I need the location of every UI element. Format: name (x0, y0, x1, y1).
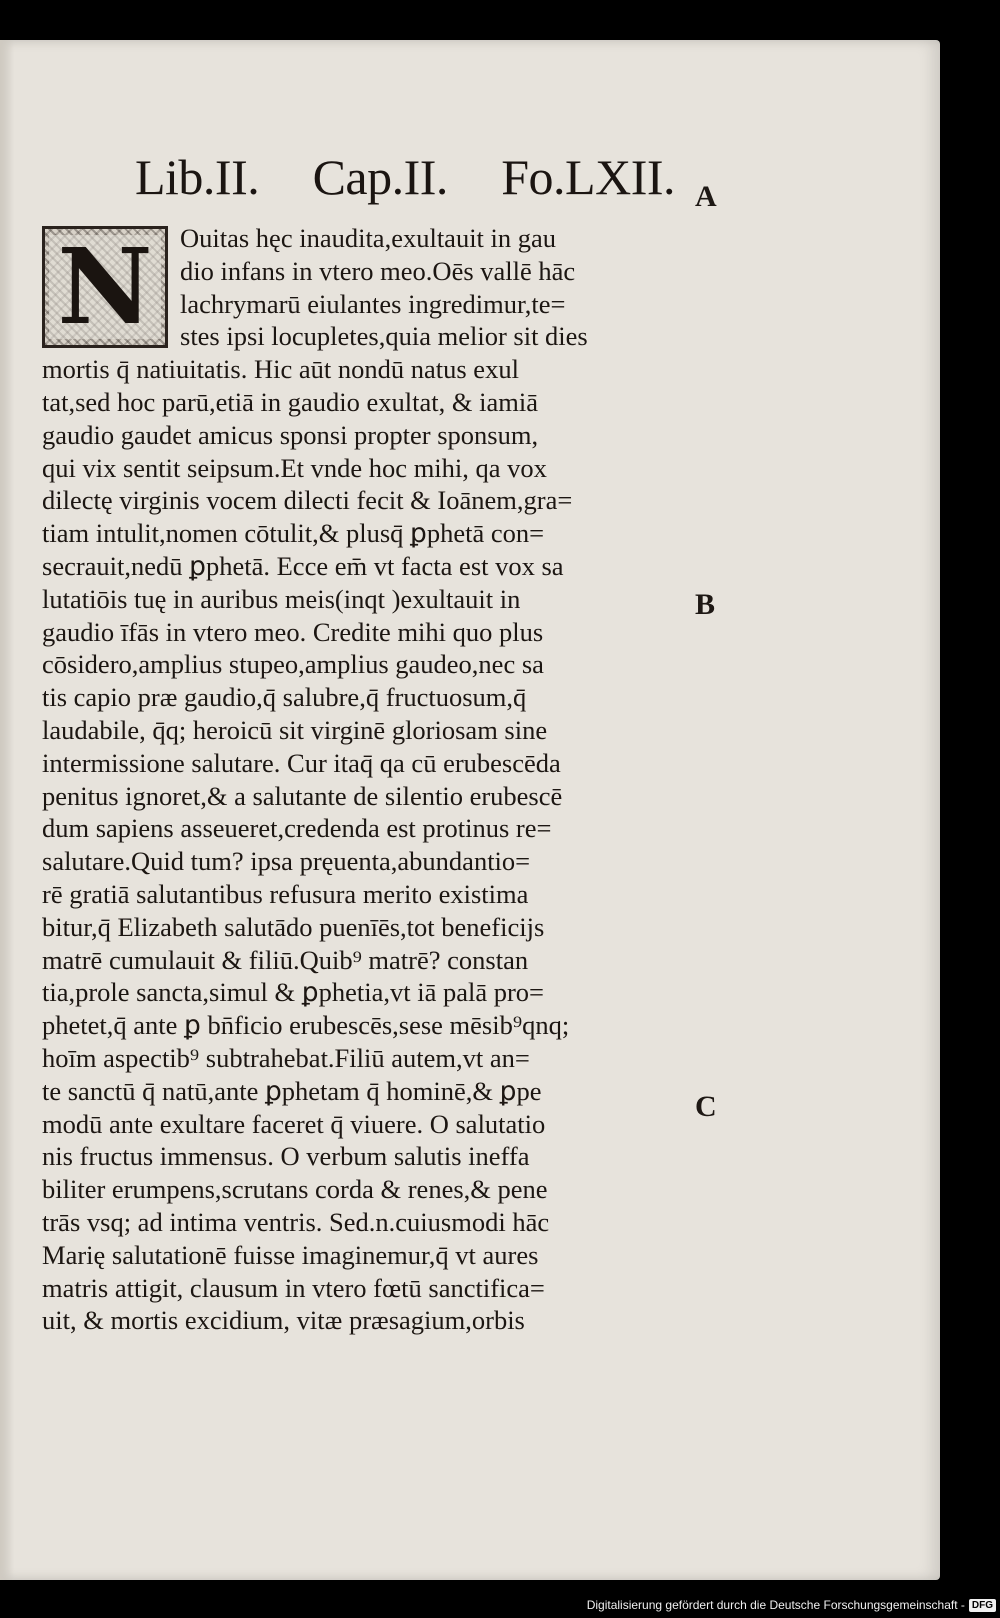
text-line: rē gratiā salutantibus refusura merito existima (42, 878, 529, 909)
text-line: mortis q̄ natiuitatis. Hic aūt nondū natus exul (42, 354, 519, 385)
text-line: nis fructus immensus. O verbum salutis ineffa (42, 1141, 530, 1172)
text-line: laudabile, q̄q; heroicū sit virginē gloriosam sine (42, 714, 548, 745)
text-line: tis capio præ gaudio,q̄ salubre,q̄ fructuosum,q̄ (42, 682, 527, 713)
dfg-logo: DFG (969, 1599, 996, 1612)
text-line: matris attigit, clausum in vtero fœtū sanctifica= (42, 1272, 545, 1303)
digitization-credit (587, 1595, 996, 1615)
text-line: bitur,q̄ Elizabeth salutādo puenīēs,tot beneficijs (42, 911, 545, 942)
initial-letter: N (49, 235, 160, 339)
text-line: tat,sed hoc parū,etiā in gaudio exultat, & iamiā (42, 386, 538, 417)
header-book: Lib.II. (135, 149, 260, 205)
text-line: hoīm aspectib⁹ subtrahebat.Filiū autem,vt an= (42, 1042, 530, 1073)
text-line: modū ante exultare faceret q̄ viuere. O salutatio (42, 1108, 546, 1139)
text-line: lutatiōis tuę in auribus meis(inqt )exultauit in (42, 583, 521, 614)
text-line: lachrymarū eiulantes ingredimur,te= (180, 288, 566, 319)
margin-marker-a: A (695, 180, 717, 213)
text-line: penitus ignoret,& a salutante de silentio erubescē (42, 780, 563, 811)
decorated-initial (42, 226, 168, 348)
text-line: qui vix sentit seipsum.Et vnde hoc mihi, qa vox (42, 452, 547, 483)
text-line: Ouitas hęc inaudita,exultauit in gau (180, 223, 557, 253)
text-line: secrauit,nedū ꝑphetā. Ecce em̄ vt facta est vox sa (42, 550, 564, 581)
text-line: Marię salutationē fuisse imaginemur,q̄ vt aures (42, 1239, 539, 1270)
body-text (42, 222, 676, 1337)
margin-marker-b: B (695, 588, 716, 621)
header-chapter: Cap.II. (312, 149, 448, 205)
running-header (135, 148, 675, 208)
text-line: trās vsq; ad intima ventris. Sed.n.cuiusmodi hāc (42, 1206, 550, 1237)
margin-marker-c: C (695, 1090, 717, 1123)
text-line: salutare.Quid tum? ipsa pręuenta,abundantio= (42, 846, 531, 877)
text-line: dio infans in vtero meo.Oēs vallē hāc (180, 255, 576, 286)
text-line: phetet,q̄ ante ꝑ bn̄ficio erubescēs,sese mēsib⁹qnq; (42, 1010, 570, 1041)
text-line: te sanctū q̄ natū,ante ꝑphetam q̄ hominē,& ꝑpe (42, 1075, 542, 1106)
text-line: tiam intulit,nomen cōtulit,& plusq̄ ꝑphetā con= (42, 518, 545, 549)
text-line: intermissione salutare. Cur itaq̄ qa cū erubescēda (42, 747, 561, 778)
credit-text: Digitalisierung gefördert durch die Deutsche Forschungsgemeinschaft - (586, 1598, 965, 1612)
text-line: gaudio gaudet amicus sponsi propter sponsum, (42, 419, 539, 450)
text-line: cōsidero,amplius stupeo,amplius gaudeo,nec sa (42, 649, 544, 680)
text-line: uit, & mortis excidium, vitæ præsagium,orbis (42, 1305, 525, 1336)
text-line: biliter erumpens,scrutans corda & renes,& pene (42, 1174, 548, 1205)
text-line: stes ipsi locupletes,quia melior sit dies (180, 321, 588, 352)
text-line: matrē cumulauit & filiū.Quib⁹ matrē? constan (42, 944, 529, 975)
text-line: gaudio īfās in vtero meo. Credite mihi quo plus (42, 616, 544, 647)
header-folio: Fo.LXII. (501, 149, 675, 205)
book-page (0, 40, 940, 1580)
text-line: dilectę virginis vocem dilecti fecit & Ioānem,gra= (42, 485, 573, 516)
text-line: tia,prole sancta,simul & ꝑphetia,vt iā palā pro= (42, 977, 544, 1008)
text-line: dum sapiens asseueret,credenda est protinus re= (42, 813, 552, 844)
